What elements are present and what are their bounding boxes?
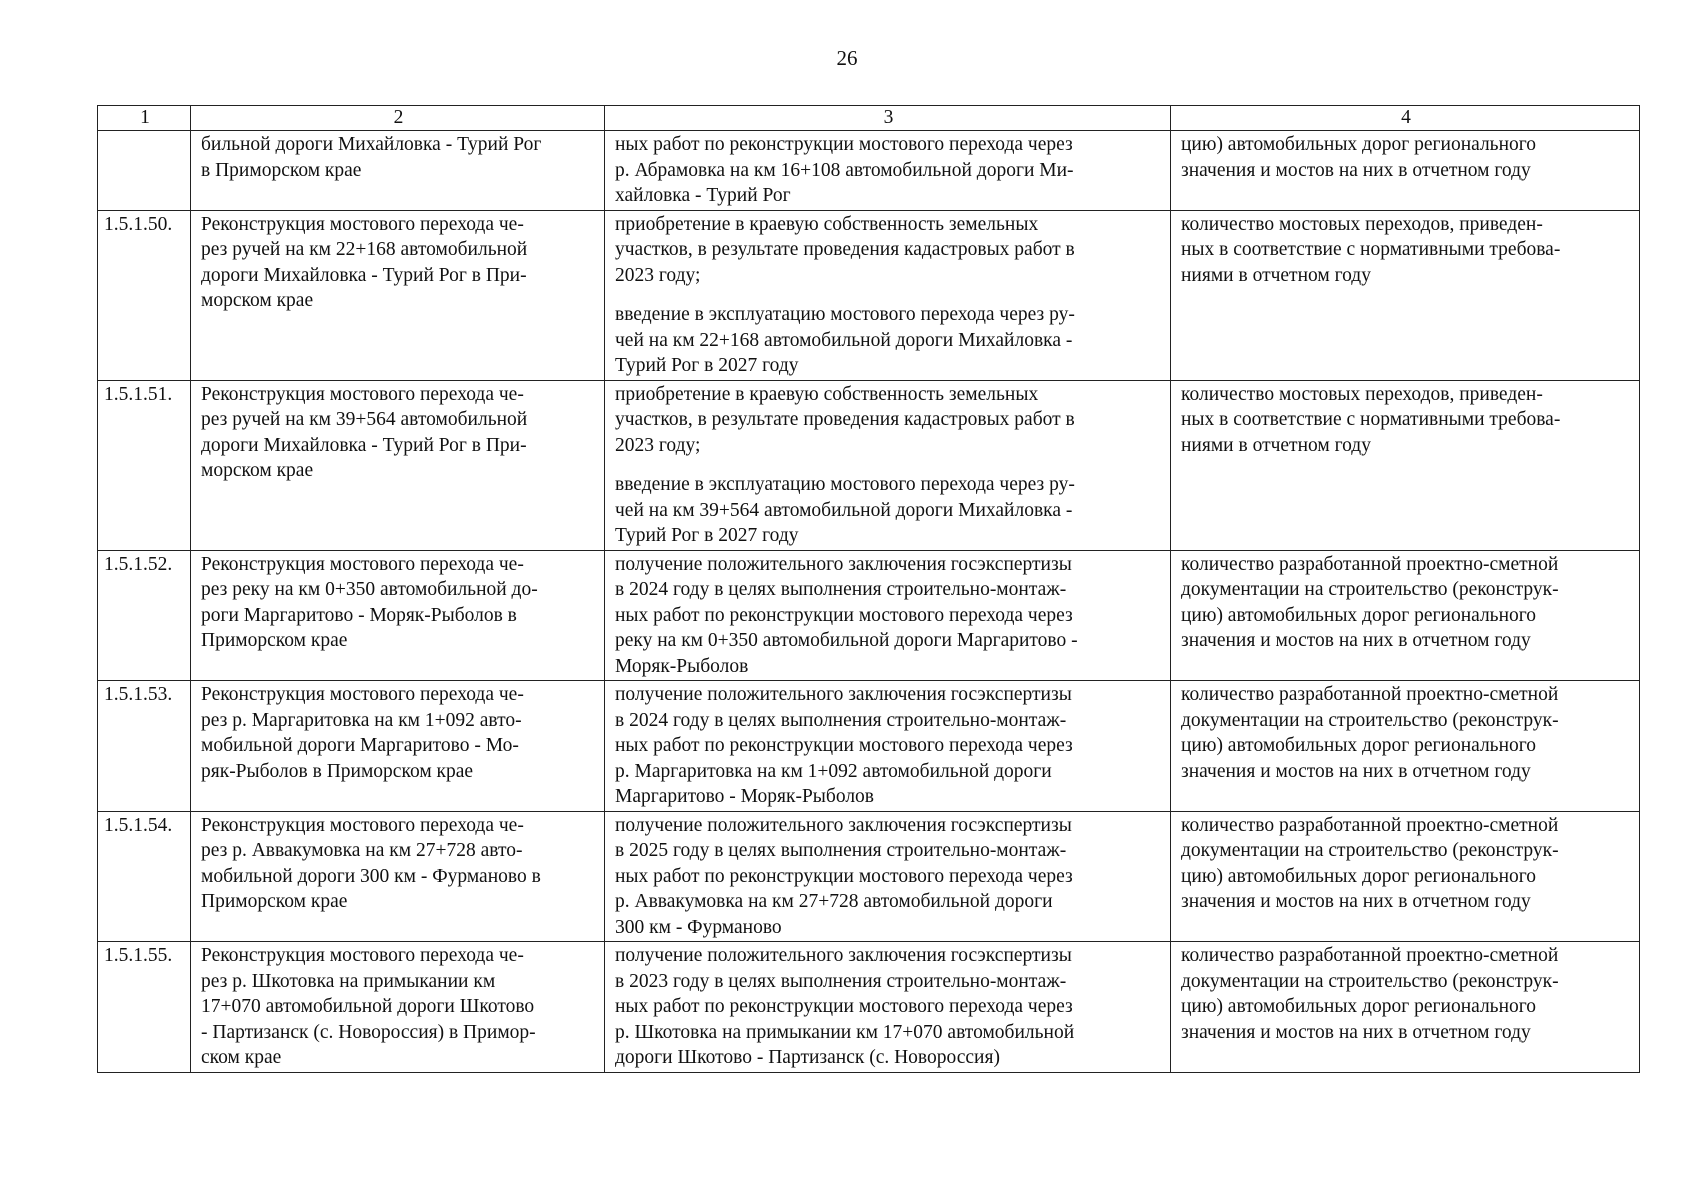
measure-name: Реконструкция мостового перехода че- рез ручей на км 39+564 автомобильной дороги Михайловка - Турий Рог в При- морском крае (191, 380, 605, 550)
result-text: получение положительного заключения госэкспертизы в 2023 году в целях выполнения строительно-монтаж- ных работ по реконструкции мостового перехода через р. Шкотовка на примыкании км 17+070 автомобильной дороги Шкотово - Партизанск (с. Новороссия) (615, 945, 1075, 1068)
result-text: приобретение в краевую собственность земельных участков, в результате проведения кадастровых работ в 2023 году; (615, 383, 1075, 456)
expected-results (605, 681, 1171, 812)
table-row (98, 681, 1640, 812)
measure-name: Реконструкция мостового перехода че- рез р. Шкотовка на примыкании км 17+070 автомобильной дороги Шкотово - Партизанск (с. Новороссия) в Примор- ском крае (191, 942, 605, 1073)
result-text: приобретение в краевую собственность земельных участков, в результате проведения кадастровых работ в 2023 году; (615, 213, 1075, 286)
column-number: 2 (191, 106, 605, 131)
row-number (98, 131, 191, 211)
row-number: 1.5.1.54. (98, 811, 191, 942)
indicator-text: количество мостовых переходов, приведен- ных в соответствие с нормативными требова- ниями в отчетном году (1171, 210, 1640, 380)
measure-name: бильной дороги Михайловка - Турий Рог в Приморском крае (191, 131, 605, 211)
table-row (98, 380, 1640, 550)
indicator-text: количество мостовых переходов, приведен- ных в соответствие с нормативными требова- ниями в отчетном году (1171, 380, 1640, 550)
expected-results (605, 210, 1171, 380)
column-number: 4 (1171, 106, 1640, 131)
result-text: ных работ по реконструкции мостового перехода через р. Абрамовка на км 16+108 автомобильной дороги Ми- хайловка - Турий Рог (615, 134, 1074, 206)
row-number: 1.5.1.52. (98, 550, 191, 681)
expected-results (605, 131, 1171, 211)
indicator-text: количество разработанной проектно-сметной документации на строительство (реконструк- цию) автомобильных дорог регионального значения и мостов на них в отчетном году (1171, 942, 1640, 1073)
table-row (98, 131, 1640, 211)
table-row (98, 942, 1640, 1073)
expected-results (605, 811, 1171, 942)
row-number: 1.5.1.55. (98, 942, 191, 1073)
column-number-row (98, 106, 1640, 131)
column-number: 3 (605, 106, 1171, 131)
result-text: получение положительного заключения госэкспертизы в 2024 году в целях выполнения строительно-монтаж- ных работ по реконструкции мостового перехода через р. Маргаритовка на км 1+092 автомобильной дороги Маргаритово - Моряк-Рыболов (615, 684, 1073, 807)
row-number: 1.5.1.53. (98, 681, 191, 812)
indicator-text: количество разработанной проектно-сметной документации на строительство (реконструк- цию) автомобильных дорог регионального значения и мостов на них в отчетном году (1171, 550, 1640, 681)
column-number: 1 (98, 106, 191, 131)
indicator-text: количество разработанной проектно-сметной документации на строительство (реконструк- цию) автомобильных дорог регионального значения и мостов на них в отчетном году (1171, 681, 1640, 812)
measure-name: Реконструкция мостового перехода че- рез р. Маргаритовка на км 1+092 авто- мобильной дороги Маргаритово - Мо- ряк-Рыболов в Приморском крае (191, 681, 605, 812)
measure-name: Реконструкция мостового перехода че- рез ручей на км 22+168 автомобильной дороги Михайловка - Турий Рог в При- морском крае (191, 210, 605, 380)
result-text: введение в эксплуатацию мостового перехода через ру- чей на км 39+564 автомобильной дороги Михайловка - Турий Рог в 2027 году (615, 474, 1075, 546)
table-row (98, 811, 1640, 942)
measure-name: Реконструкция мостового перехода че- рез реку на км 0+350 автомобильной до- роги Маргаритово - Моряк-Рыболов в Приморском крае (191, 550, 605, 681)
measure-name: Реконструкция мостового перехода че- рез р. Аввакумовка на км 27+728 авто- мобильной дороги 300 км - Фурманово в Приморском крае (191, 811, 605, 942)
page-number: 26 (836, 46, 858, 70)
table-row (98, 210, 1640, 380)
measures-table (97, 105, 1640, 1073)
expected-results (605, 550, 1171, 681)
row-number: 1.5.1.51. (98, 380, 191, 550)
table-row (98, 550, 1640, 681)
expected-results (605, 942, 1171, 1073)
result-text: получение положительного заключения госэкспертизы в 2025 году в целях выполнения строительно-монтаж- ных работ по реконструкции мостового перехода через р. Аввакумовка на км 27+728 автомобильной дороги 300 км - Фурманово (615, 814, 1073, 938)
row-number: 1.5.1.50. (98, 210, 191, 380)
indicator-text: цию) автомобильных дорог регионального значения и мостов на них в отчетном году (1171, 131, 1640, 211)
expected-results (605, 380, 1171, 550)
result-text: введение в эксплуатацию мостового перехода через ру- чей на км 22+168 автомобильной дороги Михайловка - Турий Рог в 2027 году (615, 304, 1075, 376)
result-text: получение положительного заключения госэкспертизы в 2024 году в целях выполнения строительно-монтаж- ных работ по реконструкции мостового перехода через реку на км 0+350 автомобильной дороги Маргаритово - Моряк-Рыболов (615, 553, 1078, 677)
indicator-text: количество разработанной проектно-сметной документации на строительство (реконструк- цию) автомобильных дорог регионального значения и мостов на них в отчетном году (1171, 811, 1640, 942)
